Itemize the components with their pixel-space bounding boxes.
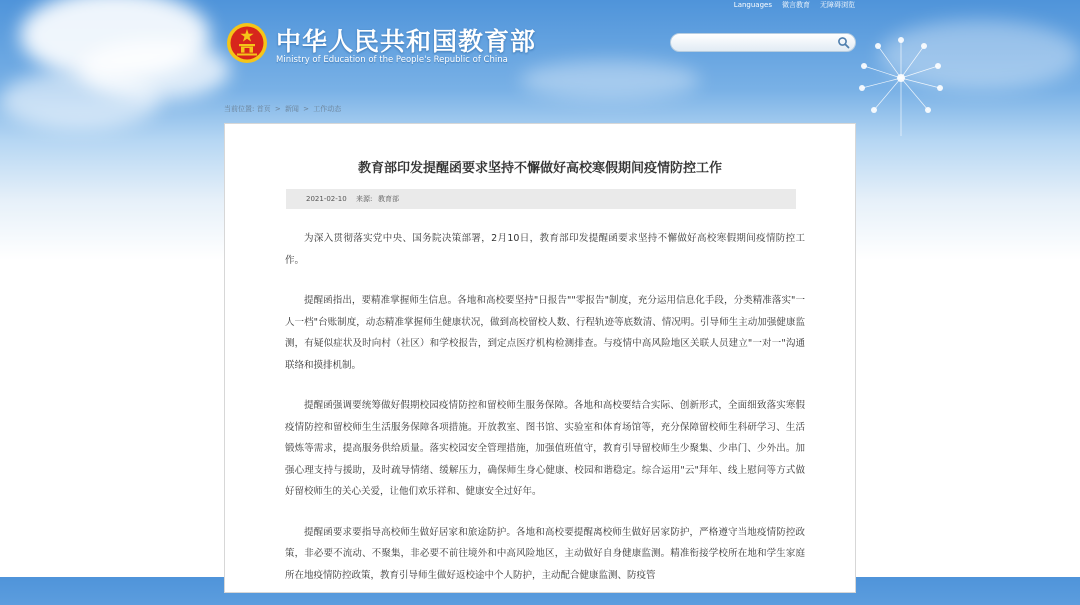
top-links-bar <box>734 0 855 12</box>
breadcrumb <box>224 104 341 114</box>
national-emblem-icon <box>226 22 268 64</box>
accessibility-link[interactable]: 无障碍浏览 <box>820 1 855 9</box>
article-paragraph: 为深入贯彻落实党中央、国务院决策部署，2月10日，教育部印发提醒函要求坚持不懈做好高校寒假期间疫情防控工作。 <box>285 233 805 266</box>
breadcrumb-work-news-link[interactable]: 工作动态 <box>313 105 342 113</box>
article-source: 教育部 <box>378 195 399 203</box>
breadcrumb-home-link[interactable]: 首页 <box>256 105 271 113</box>
article-source-label: 来源: <box>356 195 373 203</box>
weiyan-education-link[interactable]: 微言教育 <box>782 1 810 9</box>
search-input[interactable] <box>679 36 829 49</box>
article-body <box>285 228 805 605</box>
article-paragraph: 提醒函要求要指导高校师生做好居家和旅途防护。各地和高校要提醒离校师生做好居家防护，严格遵守当地疫情防控政策，非必要不流动、不聚集，非必要不前往境外和中高风险地区，主动做好自身健康监测。精准衔接学校所在地和学生家庭所在地疫情防控政策，教育引导师生做好返校途中个人防护，主动配合健康监测、防疫管 <box>285 526 805 581</box>
article-title: 教育部印发提醒函要求坚持不懈做好高校寒假期间疫情防控工作 <box>357 161 722 176</box>
site-subtitle: Ministry of Education of the People's Republic of China <box>276 55 508 65</box>
article-paragraph: 提醒函强调要统筹做好假期校园疫情防控和留校师生服务保障。各地和高校要结合实际、创新形式，全面细致落实寒假疫情防控和留校师生生活服务保障各项措施。开放教室、图书馆、实验室和体育场馆等，充分保障留校师生科研学习、生活锻炼等需求，提高服务供给质量。落实校园安全管理措施，加强值班值守，教育引导留校师生少聚集、少串门、少外出。加强心理支持与援助，及时疏导情绪、缓解压力，确保师生身心健康、校园和谐稳定。综合运用"云"拜年、线上慰问等方式做好留校师生的关心关爱，让他们欢乐祥和、健康安全过好年。 <box>285 400 805 497</box>
languages-link[interactable]: Languages <box>733 1 772 9</box>
article-panel <box>224 123 856 593</box>
site-title: 中华人民共和国教育部 <box>276 27 537 56</box>
breadcrumb-separator: > <box>303 105 310 113</box>
breadcrumb-news-link[interactable]: 新闻 <box>284 105 299 113</box>
cloud-decoration <box>0 70 160 130</box>
dandelion-decoration <box>846 28 956 138</box>
article-date: 2021-02-10 <box>306 195 347 203</box>
cloud-decoration <box>520 60 700 100</box>
article-meta-bar <box>286 189 796 209</box>
breadcrumb-label: 当前位置: <box>224 105 255 113</box>
breadcrumb-separator: > <box>274 105 281 113</box>
article-paragraph: 提醒函指出，要精准掌握师生信息。各地和高校要坚持"日报告""零报告"制度，充分运用信息化手段，分类精准落实"一人一档"台账制度，动态精准掌握师生健康状况，做到高校留校人数、行程轨迹等底数清、情况明。引导师生主动加强健康监测，有疑似症状及时向村（社区）和学校报告，到定点医疗机构检测排查。与疫情中高风险地区关联人员建立"一对一"沟通联络和摸排机制。 <box>285 295 805 371</box>
search-box[interactable] <box>670 33 856 52</box>
